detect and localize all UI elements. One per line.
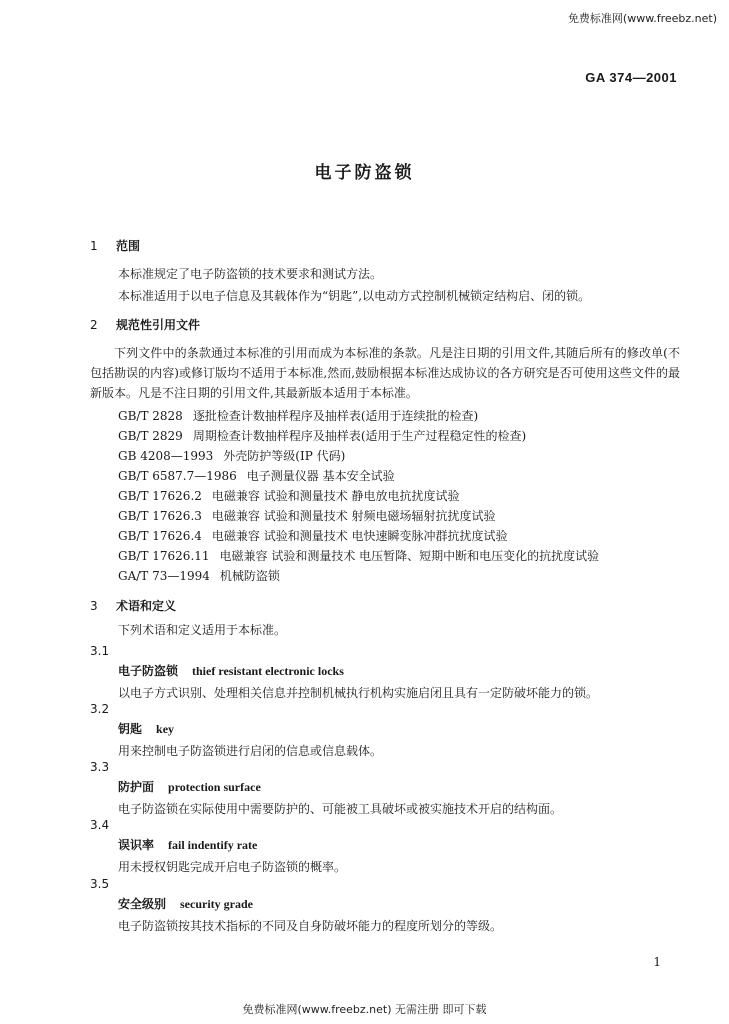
section-title: 规范性引用文件 (116, 318, 201, 332)
term-number: 3.1 (90, 644, 110, 658)
term-en: security grade (180, 897, 253, 911)
reference-title: 电磁兼容 试验和测量技术 电压暂降、短期中断和电压变化的抗扰度试验 (219, 549, 600, 563)
term-number: 3.2 (90, 702, 110, 716)
term-en: fail indentify rate (168, 838, 258, 852)
term-zh: 电子防盗锁 (118, 664, 179, 678)
reference-item (118, 447, 345, 464)
reference-code: GB/T 17626.4 (118, 529, 202, 543)
section-number: 2 (90, 318, 98, 332)
term-en: protection surface (168, 780, 261, 794)
page-number: 1 (653, 955, 661, 969)
section-heading-1 (90, 237, 140, 254)
reference-item (118, 547, 599, 564)
term-heading (118, 720, 174, 737)
term-definition: 以电子方式识别、处理相关信息并控制机械执行机构实施启闭且具有一定防破坏能力的锁。 (118, 686, 599, 700)
term-heading (118, 778, 261, 795)
term-en: key (156, 722, 175, 736)
section-title: 范围 (116, 239, 141, 253)
document-title: 电子防盗锁 (314, 163, 415, 183)
section-number: 1 (90, 239, 98, 253)
reference-title: 电磁兼容 试验和测量技术 电快速瞬变脉冲群抗扰度试验 (211, 529, 508, 543)
reference-title: 逐批检查计数抽样程序及抽样表(适用于连续批的检查) (192, 409, 479, 423)
reference-item (118, 407, 478, 424)
reference-title: 电子测量仪器 基本安全试验 (246, 469, 395, 483)
reference-code: GB/T 2828 (118, 409, 183, 423)
reference-title: 电磁兼容 试验和测量技术 静电放电抗扰度试验 (211, 489, 460, 503)
watermark-bottom: 免费标准网(www.freebz.net) 无需注册 即可下载 (242, 1003, 487, 1016)
reference-item (118, 427, 526, 444)
section-heading-2 (90, 316, 200, 333)
reference-title: 周期检查计数抽样程序及抽样表(适用于生产过程稳定性的检查) (192, 429, 527, 443)
term-en: thief resistant electronic locks (192, 664, 344, 678)
term-number: 3.3 (90, 760, 110, 774)
term-heading (118, 895, 253, 912)
term-zh: 误识率 (118, 838, 155, 852)
reference-title: 电磁兼容 试验和测量技术 射频电磁场辐射抗扰度试验 (211, 509, 496, 523)
term-number: 3.5 (90, 877, 110, 891)
section-title: 术语和定义 (116, 599, 177, 613)
standard-code: GA 374—2001 (585, 70, 677, 85)
term-zh: 钥匙 (118, 722, 143, 736)
terms-intro: 下列术语和定义适用于本标准。 (118, 623, 287, 637)
reference-item (118, 567, 280, 584)
reference-item (118, 527, 508, 544)
reference-code: GB/T 17626.11 (118, 549, 210, 563)
reference-code: GB/T 2829 (118, 429, 183, 443)
term-number: 3.4 (90, 818, 110, 832)
section-heading-3 (90, 597, 176, 614)
reference-code: GB 4208—1993 (118, 449, 214, 463)
reference-item (118, 487, 460, 504)
term-definition: 电子防盗锁在实际使用中需要防护的、可能被工具破坏或被实施技术开启的结构面。 (118, 802, 563, 816)
scope-line-1: 本标准规定了电子防盗锁的技术要求和测试方法。 (118, 267, 383, 281)
term-definition: 用未授权钥匙完成开启电子防盗锁的概率。 (118, 860, 347, 874)
reference-item (118, 507, 496, 524)
term-zh: 防护面 (118, 780, 155, 794)
reference-item (118, 467, 395, 484)
term-definition: 用来控制电子防盗锁进行启闭的信息或信息载体。 (118, 744, 383, 758)
reference-code: GB/T 17626.3 (118, 509, 202, 523)
reference-title: 机械防盗锁 (219, 569, 280, 583)
section-number: 3 (90, 599, 98, 613)
watermark-top: 免费标准网(www.freebz.net) (567, 12, 717, 25)
term-heading (118, 662, 344, 679)
reference-title: 外壳防护等级(IP 代码) (223, 449, 346, 463)
term-definition: 电子防盗锁按其技术指标的不同及自身防破坏能力的程度所划分的等级。 (118, 919, 503, 933)
scope-line-2: 本标准适用于以电子信息及其载体作为“钥匙”,以电动方式控制机械锁定结构启、闭的锁。 (118, 289, 591, 303)
term-heading (118, 836, 257, 853)
reference-code: GB/T 6587.7—1986 (118, 469, 237, 483)
reference-code: GB/T 17626.2 (118, 489, 202, 503)
reference-code: GA/T 73—1994 (118, 569, 210, 583)
normative-intro: 下列文件中的条款通过本标准的引用而成为本标准的条款。凡是注日期的引用文件,其随后所有的修改单(不包括勘误的内容)或修订版均不适用于本标准,然而,鼓励根据本标准达成协议的各方研究是否可使用这些文件的最新版本。凡是不注日期的引用文件,其最新版本适用于本标准。 (90, 346, 680, 400)
term-zh: 安全级别 (118, 897, 167, 911)
